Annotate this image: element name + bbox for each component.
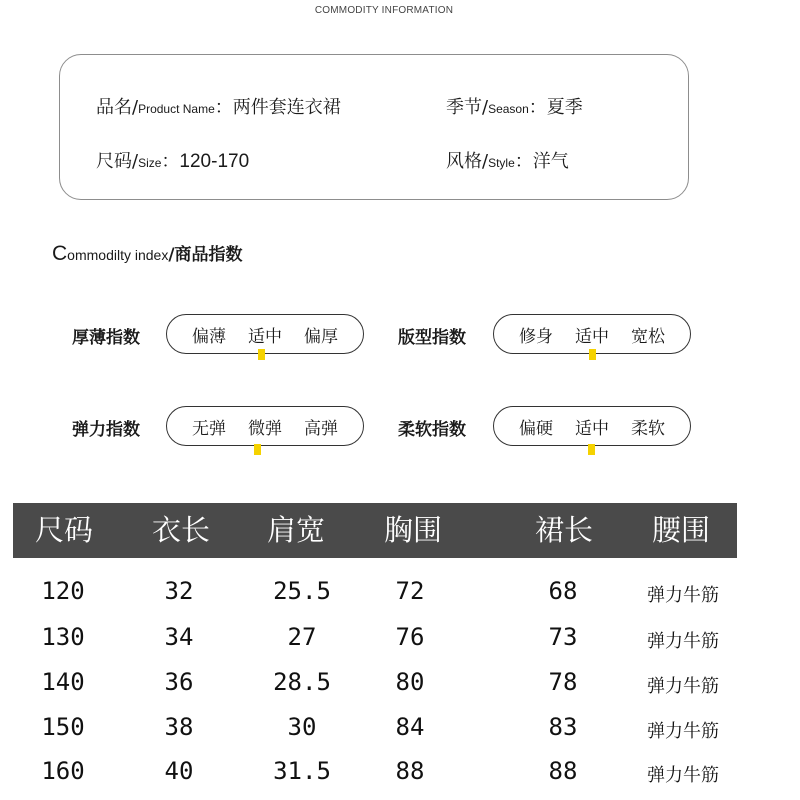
table-cell: 31.5 <box>273 757 331 785</box>
header-chest: 胸围 <box>384 513 443 547</box>
table-cell: 32 <box>164 577 194 605</box>
option: 偏薄 <box>192 326 226 347</box>
table-cell: 150 <box>41 713 85 741</box>
style-label-en: Style <box>488 156 515 170</box>
title-cn: /商品指数 <box>168 245 243 265</box>
colon: ： <box>528 97 547 118</box>
fit-scale <box>493 314 691 354</box>
waist-cell: 弹力牛筋 <box>647 676 719 697</box>
index-label-thickness: 厚薄指数 <box>72 328 140 348</box>
table-cell: 38 <box>164 713 194 741</box>
table-cell: 78 <box>548 668 578 696</box>
table-cell: 40 <box>164 757 194 785</box>
title-initial: C <box>52 242 68 265</box>
table-cell: 68 <box>548 577 578 605</box>
header-length: 衣长 <box>152 513 211 547</box>
waist-cell: 弹力牛筋 <box>647 585 719 606</box>
header-size: 尺码 <box>35 513 94 547</box>
option: 适中 <box>575 326 609 347</box>
season-label-en: Season <box>488 102 529 116</box>
colon: ： <box>214 97 233 118</box>
section-title: COMMODITY INFORMATION <box>314 5 454 16</box>
waist-cell: 弹力牛筋 <box>647 721 719 742</box>
table-cell: 76 <box>395 623 425 651</box>
table-cell: 34 <box>164 623 194 651</box>
product-name-label-cn: 品名/ <box>96 97 139 118</box>
size-value: 120-170 <box>179 151 250 172</box>
table-cell: 83 <box>548 713 578 741</box>
option: 偏硬 <box>519 418 553 439</box>
header-skirt-length: 裙长 <box>535 513 594 547</box>
table-cell: 28.5 <box>273 668 331 696</box>
table-cell: 120 <box>41 577 85 605</box>
size-table-header <box>13 503 737 558</box>
style-label-cn: 风格/ <box>446 151 489 172</box>
table-cell: 160 <box>41 757 85 785</box>
season-value: 夏季 <box>546 97 583 118</box>
product-info-box <box>59 54 689 200</box>
header-shoulder: 肩宽 <box>267 513 326 547</box>
table-cell: 36 <box>164 668 194 696</box>
option: 修身 <box>519 326 553 347</box>
selection-marker <box>589 349 596 360</box>
style-row <box>446 147 569 173</box>
elasticity-scale <box>166 406 364 446</box>
table-cell: 130 <box>41 623 85 651</box>
season-row <box>446 93 583 119</box>
product-name-value: 两件套连衣裙 <box>232 97 341 118</box>
option: 高弹 <box>304 418 338 439</box>
thickness-scale <box>166 314 364 354</box>
option: 偏厚 <box>304 326 338 347</box>
option: 无弹 <box>192 418 226 439</box>
season-label-cn: 季节/ <box>446 97 489 118</box>
table-cell: 30 <box>287 713 317 741</box>
selection-marker <box>258 349 265 360</box>
option: 柔软 <box>631 418 665 439</box>
table-cell: 88 <box>395 757 425 785</box>
index-label-elasticity: 弹力指数 <box>72 420 140 440</box>
header-waist: 腰围 <box>652 513 711 547</box>
index-label-fit: 版型指数 <box>398 328 466 348</box>
selection-marker <box>254 444 261 455</box>
option: 适中 <box>248 326 282 347</box>
size-row <box>96 147 249 173</box>
table-cell: 72 <box>395 577 425 605</box>
option: 宽松 <box>631 326 665 347</box>
size-label-cn: 尺码/ <box>96 151 139 172</box>
table-cell: 140 <box>41 668 85 696</box>
option: 适中 <box>575 418 609 439</box>
waist-cell: 弹力牛筋 <box>647 631 719 652</box>
commodity-index-title <box>52 240 243 266</box>
table-cell: 80 <box>395 668 425 696</box>
table-cell: 88 <box>548 757 578 785</box>
index-label-softness: 柔软指数 <box>398 420 466 440</box>
table-cell: 73 <box>548 623 578 651</box>
colon: ： <box>161 151 180 172</box>
style-value: 洋气 <box>532 151 569 172</box>
softness-scale <box>493 406 691 446</box>
product-name-row <box>96 93 341 119</box>
table-cell: 84 <box>395 713 425 741</box>
table-cell: 25.5 <box>273 577 331 605</box>
waist-cell: 弹力牛筋 <box>647 765 719 786</box>
table-cell: 27 <box>287 623 317 651</box>
option: 微弹 <box>248 418 282 439</box>
colon: ： <box>514 151 533 172</box>
selection-marker <box>588 444 595 455</box>
title-en: ommodilty index <box>67 247 169 263</box>
size-label-en: Size <box>138 156 162 170</box>
product-name-label-en: Product Name <box>138 102 215 116</box>
